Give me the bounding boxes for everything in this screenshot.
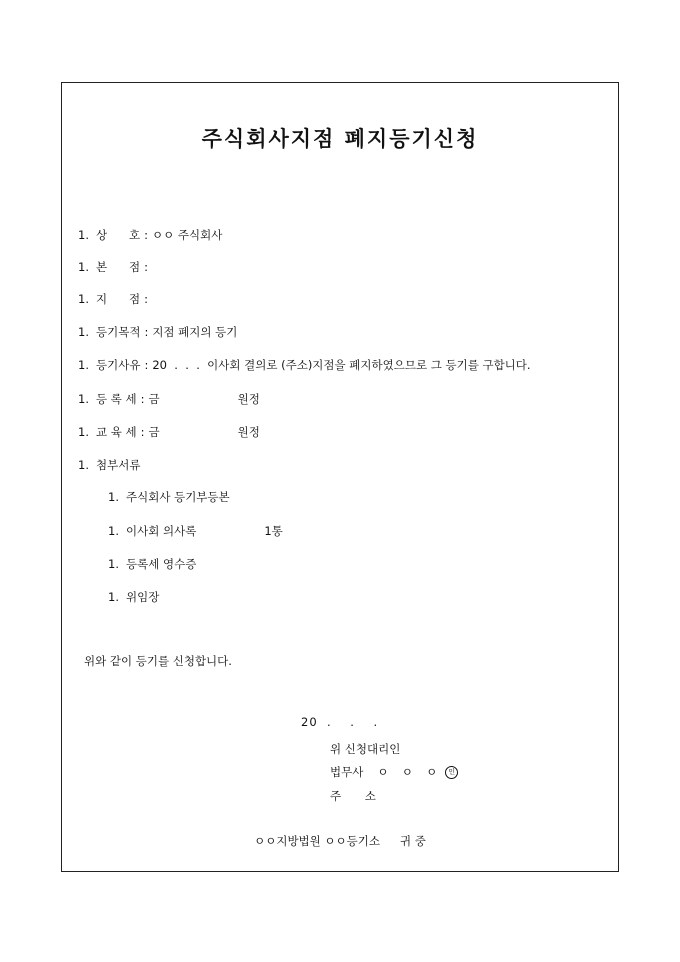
item-education-tax bbox=[78, 424, 260, 440]
item-attachments bbox=[78, 457, 140, 473]
attachment-label: 주식회사 등기부등본 bbox=[126, 490, 230, 504]
court-line bbox=[62, 833, 618, 849]
attachment-count: 1통 bbox=[264, 524, 283, 538]
closing-statement: 위와 같이 등기를 신청합니다. bbox=[84, 654, 232, 668]
item-number: 1. bbox=[78, 260, 89, 274]
item-label: 첨부서류 bbox=[96, 458, 141, 472]
agent-title: 위 신청대리인 bbox=[330, 742, 401, 756]
item-value: 지점 폐지의 등기 bbox=[152, 325, 238, 339]
attachment-label: 등록세 영수증 bbox=[126, 557, 197, 571]
item-separator: : bbox=[144, 325, 149, 339]
court-name: ㅇㅇ지방법원 ㅇㅇ등기소 bbox=[254, 834, 380, 848]
attachment-label: 이사회 의사록 bbox=[126, 524, 197, 538]
item-number: 1. bbox=[78, 425, 89, 439]
item-registration-tax bbox=[78, 391, 260, 407]
item-value: ㅇㅇ 주식회사 bbox=[152, 228, 223, 242]
item-label: 교 육 세 bbox=[96, 425, 137, 439]
item-value: 금 bbox=[148, 392, 160, 406]
attachment-item bbox=[108, 489, 230, 505]
item-purpose bbox=[78, 324, 237, 340]
item-separator: : bbox=[144, 228, 149, 242]
item-separator: : bbox=[144, 260, 149, 274]
attachment-item bbox=[108, 589, 159, 605]
item-separator: : bbox=[140, 425, 145, 439]
agent-role: 법무사 bbox=[330, 765, 364, 779]
item-label: 지 점 bbox=[96, 292, 141, 306]
item-label: 등기목적 bbox=[96, 325, 141, 339]
item-number: 1. bbox=[78, 358, 89, 372]
document-title: 주식회사지점 폐지등기신청 bbox=[201, 126, 479, 151]
item-number: 1. bbox=[78, 325, 89, 339]
agent-name: ㅇ ㅇ ㅇ bbox=[377, 765, 440, 779]
item-label: 등 록 세 bbox=[96, 392, 137, 406]
attachment-number: 1. bbox=[108, 590, 119, 604]
item-number: 1. bbox=[78, 392, 89, 406]
item-label: 등기사유 bbox=[96, 358, 141, 372]
item-value: 금 bbox=[148, 425, 160, 439]
item-unit: 원정 bbox=[237, 392, 260, 406]
date-line: 20 . . . bbox=[301, 715, 379, 729]
document-page bbox=[61, 82, 619, 872]
item-head-office bbox=[78, 259, 152, 275]
item-number: 1. bbox=[78, 228, 89, 242]
attachment-number: 1. bbox=[108, 524, 119, 538]
attachment-item bbox=[108, 523, 283, 539]
seal-icon: 인 bbox=[445, 766, 458, 779]
attachment-number: 1. bbox=[108, 557, 119, 571]
agent-address-label: 주 소 bbox=[330, 789, 386, 803]
item-number: 1. bbox=[78, 292, 89, 306]
item-value: 20 . . . 이사회 결의로 (주소)지점을 폐지하였으므로 그 등기를 구합니다. bbox=[152, 358, 531, 372]
item-branch bbox=[78, 291, 152, 307]
agent-name-line bbox=[330, 764, 458, 780]
item-separator: : bbox=[140, 392, 145, 406]
item-label: 상 호 bbox=[96, 228, 141, 242]
item-separator: : bbox=[144, 292, 149, 306]
item-reason bbox=[78, 357, 531, 373]
attachment-label: 위임장 bbox=[126, 590, 160, 604]
item-number: 1. bbox=[78, 458, 89, 472]
item-unit: 원정 bbox=[237, 425, 260, 439]
attachment-item bbox=[108, 556, 196, 572]
item-trade-name bbox=[78, 227, 222, 243]
agent-address-line bbox=[330, 788, 386, 804]
attachment-number: 1. bbox=[108, 490, 119, 504]
item-separator: : bbox=[144, 358, 149, 372]
item-label: 본 점 bbox=[96, 260, 141, 274]
court-suffix: 귀 중 bbox=[399, 834, 426, 848]
